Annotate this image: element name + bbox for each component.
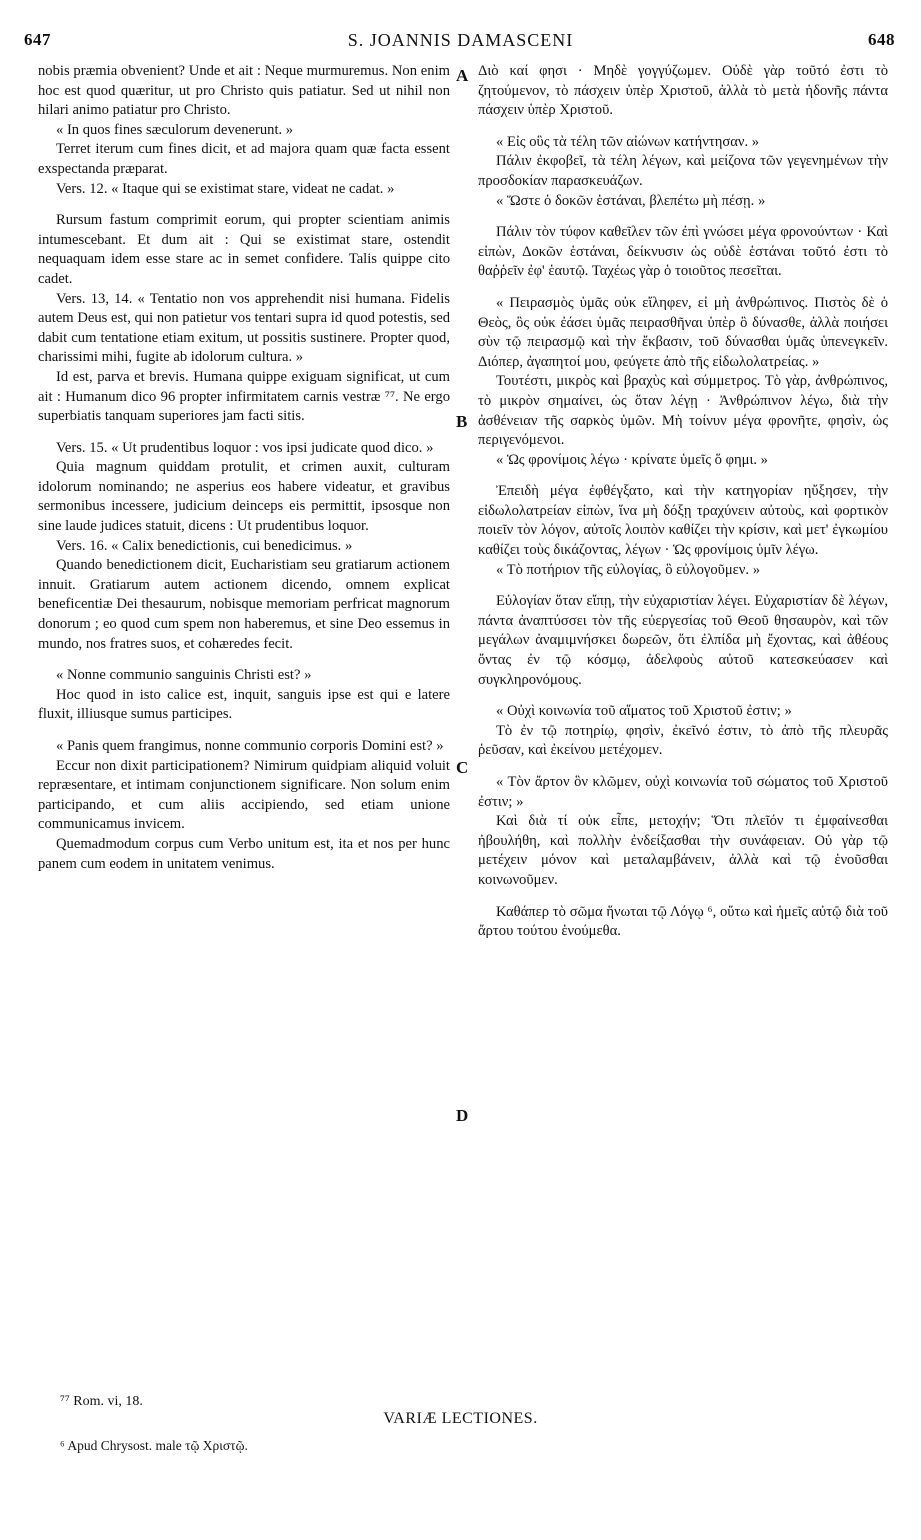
variant-reading-note: ⁶ Apud Chrysost. male τῷ Χριστῷ. (60, 1438, 248, 1453)
greek-paragraph: Πάλιν τὸν τύφον καθεῖλεν τῶν ἐπὶ γνώσει μέγα φρονούντων · Καὶ εἰπὼν, Δοκῶν ἑστάναι, δείκνυσιν ὡς οὐδὲ ἑστάναι τοῦτό ἐστι τὸ θαῤῥεῖν ἐφ' ἑαυτῷ. Ταχέως γὰρ ὁ τοιοῦτος πεσεῖται. (478, 224, 888, 280)
latin-paragraph: Hoc quod in isto calice est, inquit, sanguis ipse est qui e latere fluxit, illiusque sumus participes. (38, 686, 450, 723)
margin-letter-a: A (456, 66, 469, 85)
margin-letter-b: B (456, 412, 468, 431)
latin-paragraph: Quemadmodum corpus cum Verbo unitum est, ita et nos per hunc panem cum eodem in unitatem venimus. (38, 835, 450, 872)
greek-paragraph: Εὐλογίαν ὅταν εἴπῃ, τὴν εὐχαριστίαν λέγει. Εὐχαριστίαν δὲ λέγων, πάντα ἀναπτύσσει τὸν τῆς εὐεργεσίας τοῦ Θεοῦ θησαυρὸν, καὶ τῶν μεγάλων ἀναμιμνήσκει δωρεῶν, ὅτι ἐλπίδα μὴ ἔχοντας, καὶ ἀθέους ὄντας ἐν τῷ κόσμῳ, ἀδελφοὺς αὐτοῦ κατεσκεύασεν καὶ συγκληρονόμους. (478, 593, 888, 688)
greek-paragraph: Τουτέστι, μικρὸς καὶ βραχὺς καὶ σύμμετρος. Τὸ γὰρ, ἀνθρώπινος, τὸ μικρὸν σημαίνει, ὡς ὅταν λέγῃ · Ἀνθρώπινον λέγω, διὰ τὴν ἀσθένειαν τῆς σαρκὸς ὑμῶν. Μὴ τοίνυν μέγα φρονῆτε, φησὶν, ὡς περιγενόμενοι. (478, 373, 888, 449)
greek-paragraph: Τὸ ἐν τῷ ποτηρίῳ, φησὶν, ἐκεῖνό ἐστιν, τὸ ἀπὸ τῆς πλευρᾶς ῥεῦσαν, καὶ ἐκείνου μετέχομεν. (478, 722, 888, 759)
latin-paragraph: « Panis quem frangimus, nonne communio corporis Domini est? » (56, 738, 444, 754)
greek-paragraph: « Οὐχὶ κοινωνία τοῦ αἵματος τοῦ Χριστοῦ ἐστιν; » (496, 703, 792, 720)
latin-paragraph: Id est, parva et brevis. Humana quippe exiguam significat, ut cum ait : Humanum dico 96 propter infirmitatem carnis vestræ ⁷⁷. Ne ergo superbiatis tanquam superiores jam facti sitis. (38, 368, 450, 425)
latin-paragraph: nobis præmia obvenient? Unde et ait : Neque murmuremus. Non enim hoc est quod quæritur, ut pro Christo quis patiatur. Sed ut nihil non hilari animo patiatur pro Christo. (38, 63, 450, 119)
latin-column (38, 62, 450, 874)
latin-paragraph: Vers. 16. « Calix benedictionis, cui benedicimus. » (56, 537, 353, 554)
greek-paragraph: Πάλιν ἐκφοβεῖ, τὰ τέλη λέγων, καὶ μείζονα τῶν γεγενημένων τὴν προσδοκίαν παρασκευάζων. (478, 153, 888, 189)
latin-paragraph: Rursum fastum comprimit eorum, qui propter scientiam animis intumescebant. Et dum ait : Qui se existimat stare, ostendit nequaquam idem esse stare ac in semet confidere. Talis quippe cito cadet. (38, 212, 450, 287)
page-number-right: 648 (868, 30, 895, 49)
margin-letter-d: D (456, 1106, 469, 1125)
greek-paragraph: « Ὥστε ὁ δοκῶν ἑστάναι, βλεπέτω μὴ πέσῃ. » (496, 192, 766, 209)
latin-paragraph: Quia magnum quiddam protulit, et crimen auxit, culturam idolorum nominando; ne asperius eos habere videatur, et gravibus sermonibus incessere, judicium deinceps eis permittit, ipsosque non sine laude judices statuit, dicens : Ut prudentibus loquor. (38, 459, 450, 535)
greek-column (478, 62, 888, 942)
greek-paragraph: « Τὸ ποτήριον τῆς εὐλογίας, ὃ εὐλογοῦμεν. » (496, 561, 760, 578)
latin-paragraph: Terret iterum cum fines dicit, et ad majora quam quæ facta essent exspectanda præparat. (38, 141, 450, 177)
latin-paragraph: Vers. 13, 14. « Tentatio non vos apprehendit nisi humana. Fidelis autem Deus est, qui non patietur vos tentari supra id quod potestis, sed dabit cum tentatione etiam exitum, ut possitis sustinere. Propter quod, charissimi mihi, fugite ab idolorum cultura. » (38, 290, 450, 366)
page-number-left: 647 (24, 30, 51, 49)
greek-paragraph: « Εἰς οὓς τὰ τέλη τῶν αἰώνων κατήντησαν. » (496, 133, 760, 150)
greek-paragraph: Διὸ καί φησι · Μηδὲ γογγύζωμεν. Οὐδὲ γὰρ τοῦτό ἐστι τὸ ζητούμενον, τὸ πάσχειν ὑπὲρ Χριστοῦ, ἀλλὰ τὸ μετὰ ἡδονῆς πάντα πάσχειν ὑπὲρ Χριστοῦ. (478, 63, 888, 119)
greek-paragraph: Καὶ διὰ τί οὐκ εἶπε, μετοχήν; Ὅτι πλεῖόν τι ἐμφαίνεσθαι ἠβουλήθη, καὶ πολλὴν ἐνδείξασθαι τὴν συνάφειαν. Οὐ γὰρ τῷ μετέχειν μόνον καὶ μεταλαμβάνειν, ἀλλὰ καὶ τῷ ἑνοῦσθαι κοινωνοῦμεν. (478, 813, 888, 888)
latin-paragraph: Eccur non dixit participationem? Nimirum quidpiam aliquid voluit repræsentare, et intimam conjunctionem significare. Non solum enim participando, et cum aliis accipiendo, sed etiam unione communicamus invicem. (38, 757, 450, 833)
greek-paragraph: Καθάπερ τὸ σῶμα ἥνωται τῷ Λόγῳ ⁶, οὕτω καὶ ἡμεῖς αὐτῷ διὰ τοῦ ἄρτου τούτου ἑνούμεθα. (478, 903, 888, 940)
latin-paragraph: « Nonne communio sanguinis Christi est? » (56, 667, 312, 684)
greek-paragraph: « Πειρασμὸς ὑμᾶς οὐκ εἴληφεν, εἰ μὴ ἀνθρώπινος. Πιστὸς δὲ ὁ Θεὸς, ὃς οὐκ ἐάσει ὑμᾶς πειρασθῆναι ὑπὲρ ὃ δύνασθε, ἀλλὰ ποιήσει σὺν τῷ πειρασμῷ καὶ τὴν ἔκβασιν, τοῦ δύνασθαι ὑμᾶς ὑπενεγκεῖν. Διόπερ, ἀγαπητοί μου, φεύγετε ἀπὸ τῆς εἰδωλολατρείας. » (478, 294, 888, 370)
latin-paragraph: Quando benedictionem dicit, Eucharistiam seu gratiarum actionem innuit. Gratiarum autem actionem dicendo, omnem explicat beneficentiæ Dei thesaurum, nobisque memoriam perfricat magnorum donorum ; eo quod cum spem non haberemus, et sine Deo essemus in mundo, nos fratres suos, et cohæredes fecit. (38, 557, 450, 652)
footnote: ⁷⁷ Rom. vi, 18. (60, 1394, 143, 1409)
greek-paragraph: « Ὡς φρονίμοις λέγω · κρίνατε ὑμεῖς ὅ φημι. » (496, 451, 768, 468)
latin-paragraph: Vers. 12. « Itaque qui se existimat stare, videat ne cadat. » (56, 180, 395, 197)
greek-paragraph: Ἐπειδὴ μέγα ἐφθέγξατο, καὶ τὴν κατηγορίαν ηὔξησεν, τὴν εἰδωλολατρείαν εἰπὼν, ἵνα μὴ δόξῃ τραχύνειν αὐτοὺς, καὶ φορτικὸν ποιεῖν τὸν λόγον, αὐτοῖς λοιπὸν καθίζει τὴν κρίσιν, καὶ μετ' ἐγκωμίου καθίζει τοὺς δικάζοντας, λέγων · Ὡς φρονίμοις ὑμῖν λέγω. (478, 483, 888, 559)
margin-letter-c: C (456, 758, 469, 777)
running-title: S. JOANNIS DAMASCENI (347, 30, 574, 50)
variae-lectiones-heading: VARIÆ LECTIONES. (383, 1410, 538, 1427)
latin-paragraph: « In quos fines sæculorum devenerunt. » (56, 121, 294, 138)
latin-paragraph: Vers. 15. « Ut prudentibus loquor : vos ipsi judicate quod dico. » (56, 439, 434, 456)
greek-paragraph: « Τὸν ἄρτον ὃν κλῶμεν, οὐχὶ κοινωνία τοῦ σώματος τοῦ Χριστοῦ ἐστιν; » (478, 774, 888, 810)
